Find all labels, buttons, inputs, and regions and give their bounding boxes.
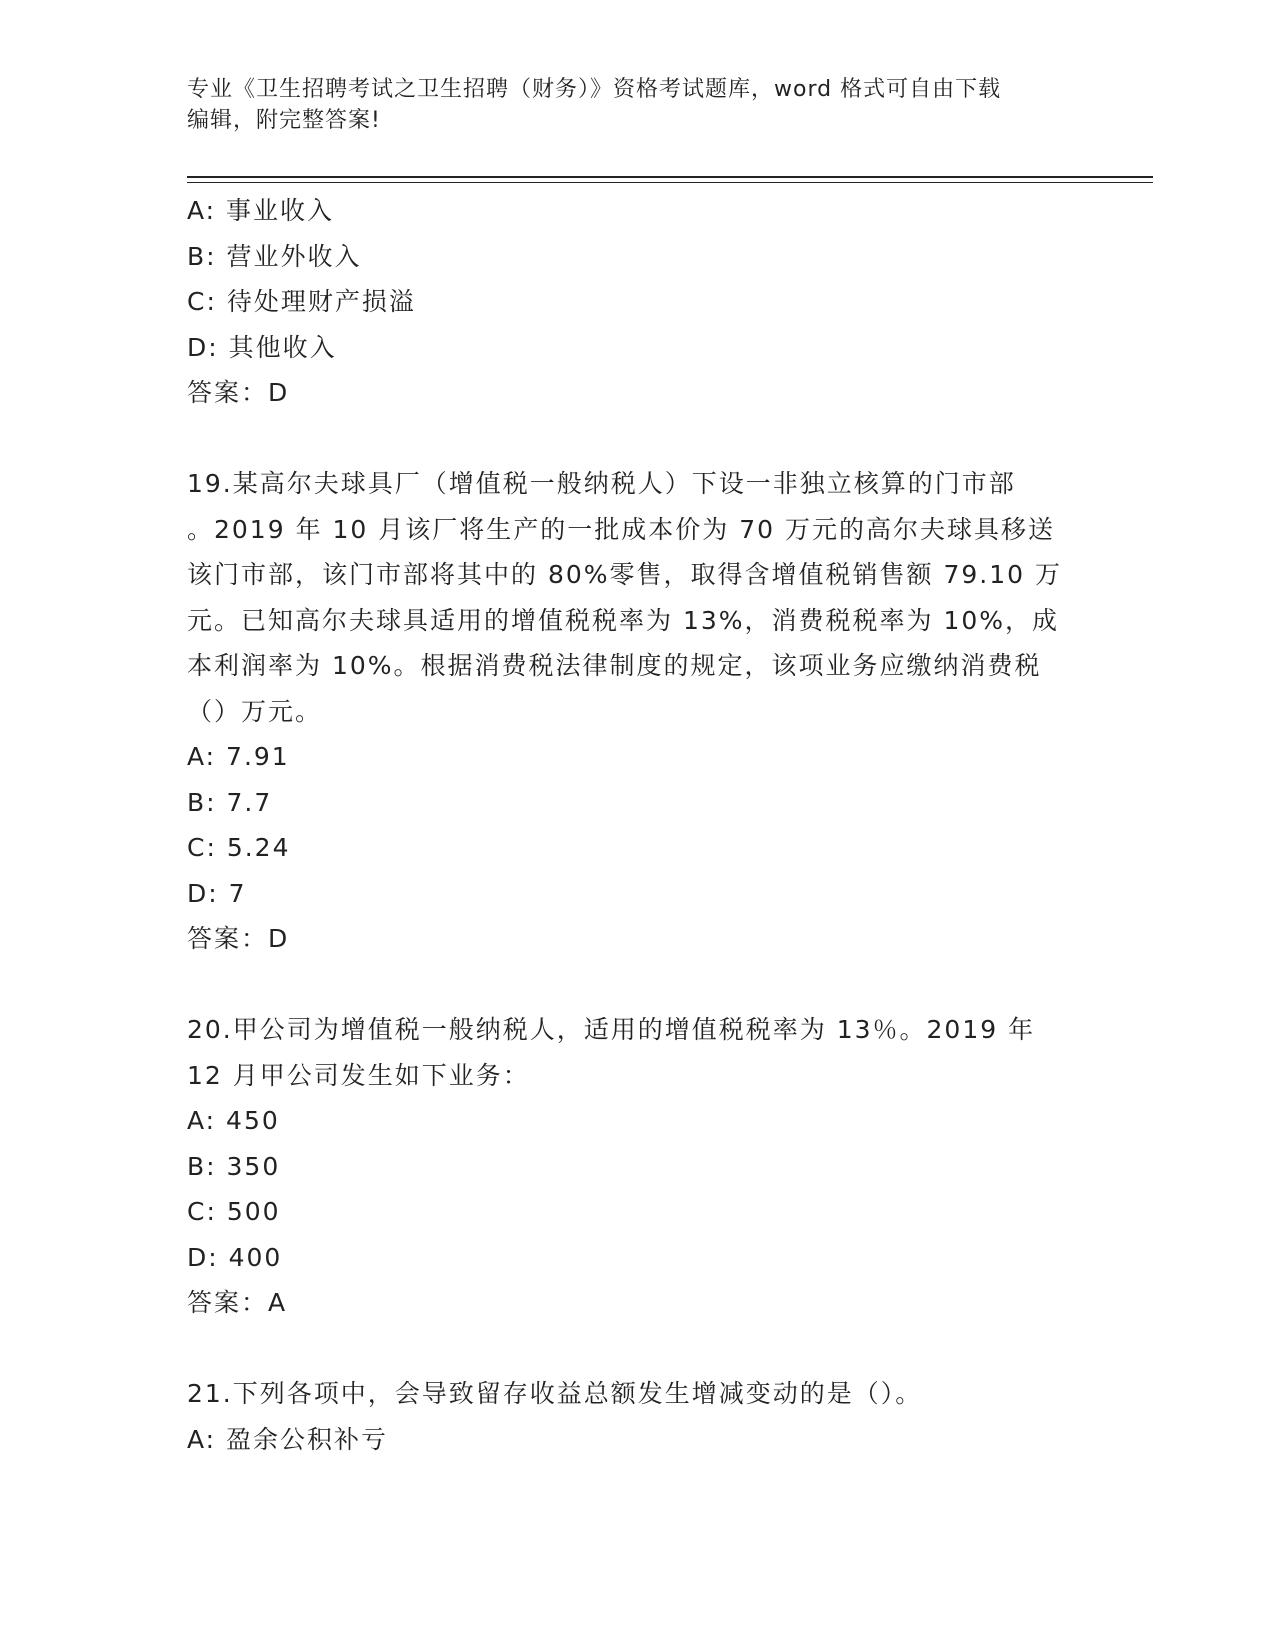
stem-line: （）万元。 — [187, 696, 323, 726]
header-line-1: 专业《卫生招聘考试之卫生招聘（财务）》资格考试题库，word 格式可自由下载 — [187, 77, 1002, 102]
stem-line: 元。已知高尔夫球具适用的增值税税率为 13%，消费税税率为 10%，成 — [187, 605, 1060, 635]
question-20-block — [187, 1007, 1087, 1326]
option-c: C: 500 — [187, 1197, 281, 1226]
question-21-block — [187, 1371, 1087, 1462]
option-c: C: 待处理财产损溢 — [187, 287, 416, 316]
option-b: B: 营业外收入 — [187, 241, 362, 271]
question-stem — [187, 1371, 1087, 1417]
stem-line: 本利润率为 10%。根据消费税法律制度的规定，该项业务应缴纳消费税 — [187, 651, 1042, 680]
question-list — [187, 188, 1087, 1462]
document-header — [187, 74, 1067, 136]
stem-line: 21.下列各项中，会导致留存收益总额发生增减变动的是（）。 — [187, 1379, 923, 1408]
answer-line: 答案：D — [187, 378, 290, 407]
option-a: A: 7.91 — [187, 742, 290, 771]
option-d: D: 400 — [187, 1242, 283, 1272]
option-a: A: 盈余公积补亏 — [187, 1424, 389, 1454]
option-b: B: 7.7 — [187, 787, 273, 817]
option-a: A: 事业收入 — [187, 196, 335, 225]
option-c: C: 5.24 — [187, 833, 291, 862]
option-d: D: 其他收入 — [187, 332, 337, 362]
stem-line: 19.某高尔夫球具厂（增值税一般纳税人）下设一非独立核算的门市部 — [187, 469, 1016, 498]
question-stem — [187, 461, 1087, 734]
option-d: D: 7 — [187, 878, 247, 908]
question-19-block — [187, 461, 1087, 962]
stem-line: 12 月甲公司发生如下业务： — [187, 1060, 530, 1090]
question-18-block — [187, 188, 1087, 416]
answer-line: 答案：A — [187, 1288, 288, 1317]
question-stem — [187, 1007, 1087, 1098]
spacer — [187, 962, 1087, 1008]
option-b: B: 350 — [187, 1151, 281, 1181]
stem-line: 该门市部，该门市部将其中的 80%零售，取得含增值税销售额 79.10 万 — [187, 560, 1062, 589]
stem-line: 。2019 年 10 月该厂将生产的一批成本价为 70 万元的高尔夫球具移送 — [187, 514, 1055, 544]
header-divider — [187, 176, 1153, 178]
spacer — [187, 416, 1087, 462]
header-divider-thin — [187, 182, 1153, 183]
spacer — [187, 1326, 1087, 1372]
header-line-2: 编辑，附完整答案! — [187, 108, 381, 133]
stem-line: 20.甲公司为增值税一般纳税人，适用的增值税税率为 13％。2019 年 — [187, 1015, 1036, 1044]
answer-line: 答案：D — [187, 924, 290, 953]
option-a: A: 450 — [187, 1106, 280, 1135]
